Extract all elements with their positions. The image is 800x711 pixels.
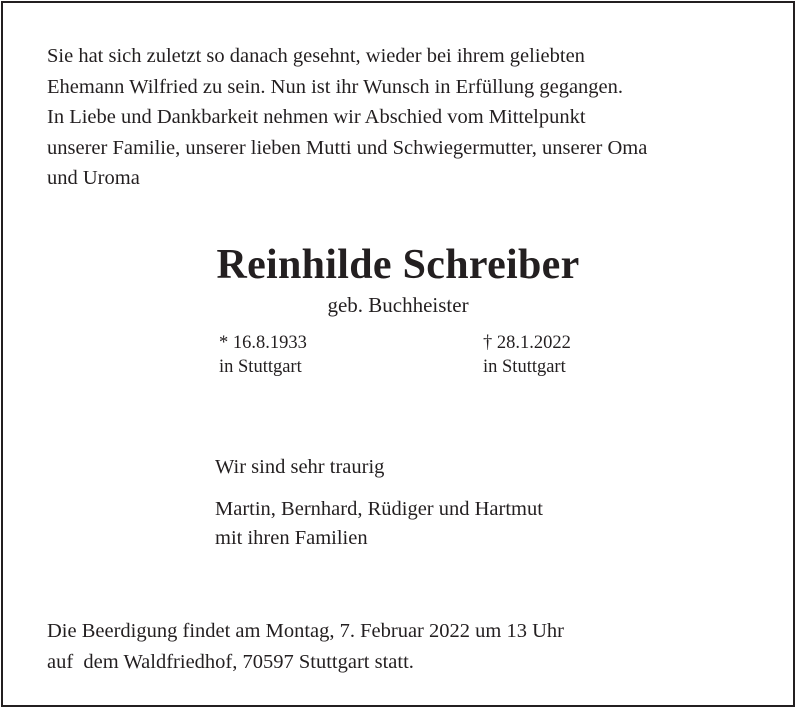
death-place: in Stuttgart [483,357,566,377]
mourners-line: mit ihren Familien [215,527,368,549]
death-info [483,331,571,379]
deceased-name: Reinhilde Schreiber [216,242,580,288]
birth-date: * 16.8.1933 [219,333,307,353]
intro-line: und Uroma [47,167,140,189]
mourners-line: Martin, Bernhard, Rüdiger und Hartmut [215,498,543,520]
intro-line: Ehemann Wilfried zu sein. Nun ist ihr Wunsch in Erfüllung gegangen. [47,75,624,98]
obituary-notice [1,1,795,707]
funeral-line: auf dem Waldfriedhof, 70597 Stuttgart statt. [47,651,414,673]
intro-text [47,41,767,194]
mourning-statement: Wir sind sehr traurig [215,456,385,478]
intro-line: unserer Familie, unserer lieben Mutti und Schwiegermutter, unserer Oma [47,136,648,159]
birth-place: in Stuttgart [219,357,302,377]
funeral-info [47,616,564,678]
funeral-line: Die Beerdigung findet am Montag, 7. Februar 2022 um 13 Uhr [47,620,564,642]
mourners-list [215,495,543,553]
intro-line: Sie hat sich zuletzt so danach gesehnt, wieder bei ihrem geliebten [47,45,585,67]
death-date: † 28.1.2022 [483,333,571,353]
maiden-name: geb. Buchheister [327,293,469,317]
birth-info [219,331,307,379]
intro-line: In Liebe und Dankbarkeit nehmen wir Abschied vom Mittelpunkt [47,106,586,128]
